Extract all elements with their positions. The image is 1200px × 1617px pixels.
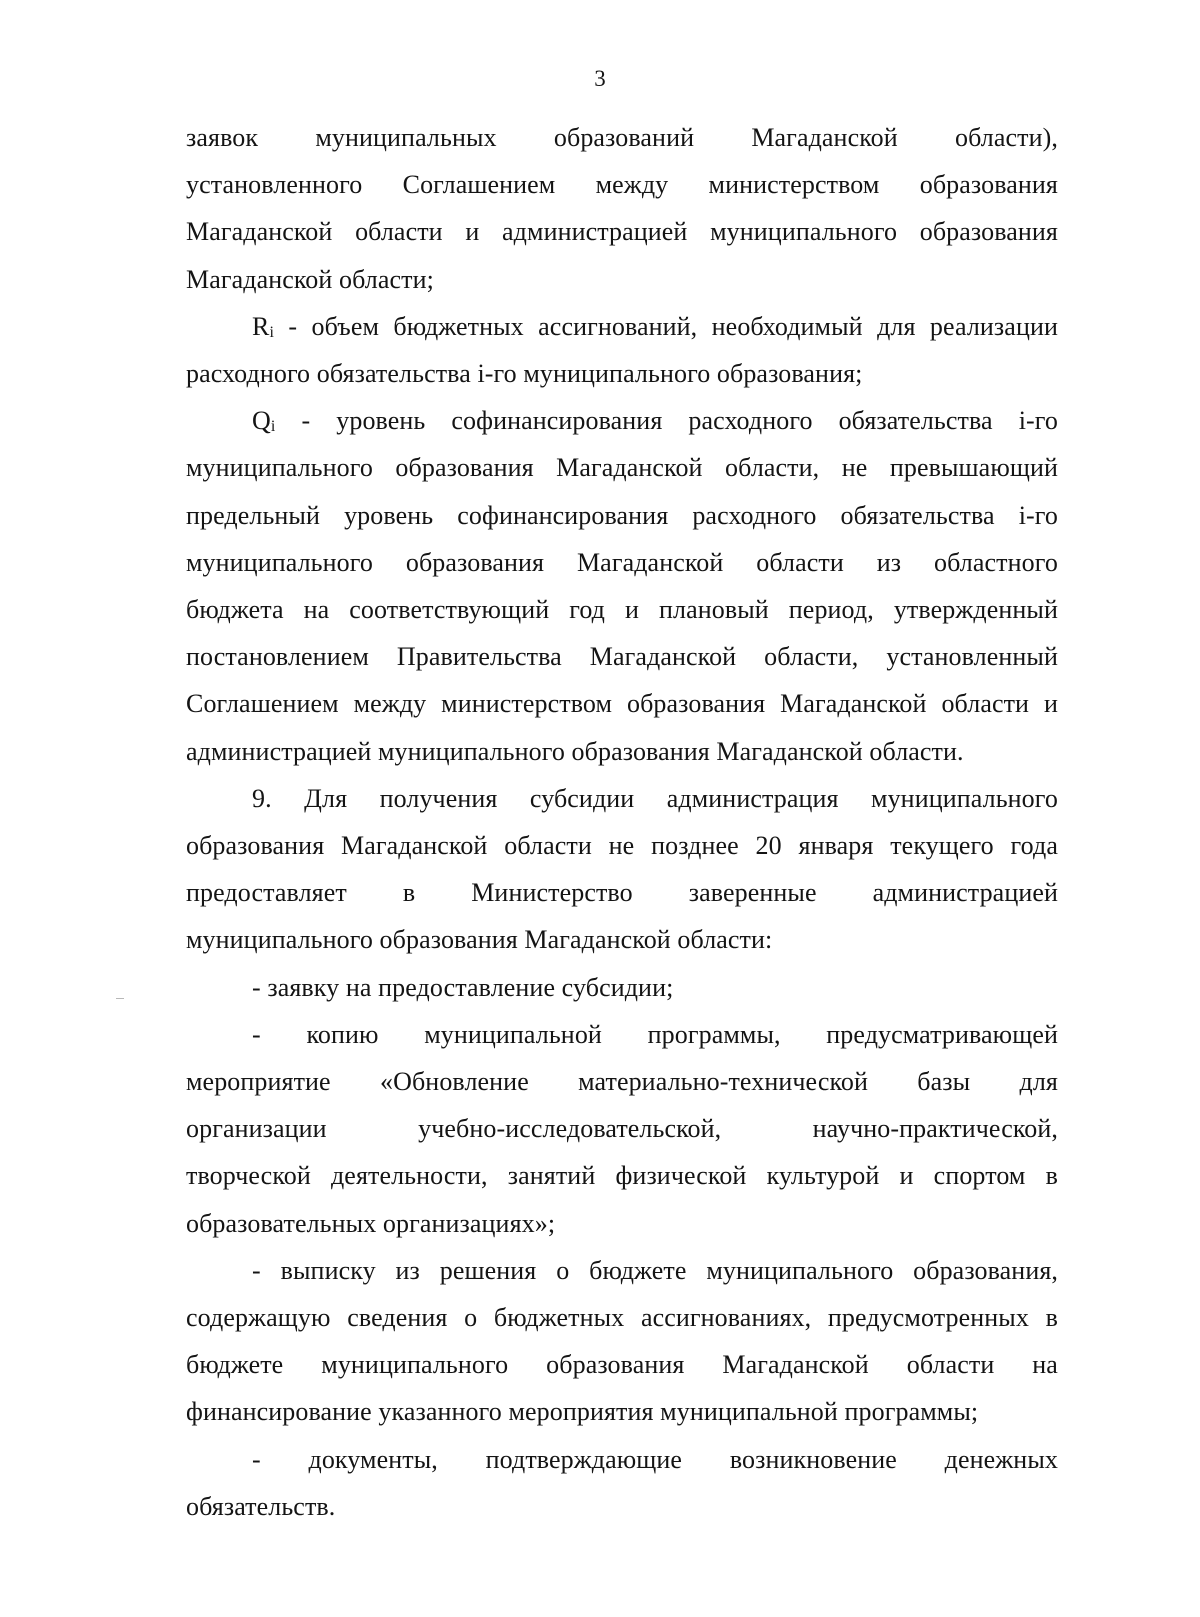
text-line xyxy=(186,869,1058,916)
word: заверенные xyxy=(688,878,817,908)
symbol-r: R xyxy=(252,311,270,341)
word: образований xyxy=(553,123,695,152)
word: подтверждающие xyxy=(485,1444,683,1474)
text-fragment: - объем бюджетных ассигнований, необходимый для реализации xyxy=(274,311,1058,341)
word: из xyxy=(876,547,902,577)
word: установленного xyxy=(186,170,363,200)
word: заявок xyxy=(186,123,259,152)
word: муниципального xyxy=(321,1350,509,1380)
paragraph-q-definition xyxy=(186,397,1058,775)
text-line xyxy=(186,303,1058,350)
text-line: предельный уровень софинансирования расходного обязательства i-го xyxy=(186,500,1058,530)
page-number: 3 xyxy=(594,66,606,91)
word: организации xyxy=(186,1114,327,1144)
paragraph-r-definition xyxy=(186,303,1058,397)
word: - xyxy=(252,1444,261,1474)
text-fragment: - уровень софинансирования расходного обязательства i-го xyxy=(275,406,1058,436)
text-line xyxy=(186,1011,1058,1058)
word: области), xyxy=(954,123,1058,152)
paragraph-continuation xyxy=(186,114,1058,303)
word: денежных xyxy=(944,1444,1058,1474)
word: муниципальной xyxy=(424,1019,602,1049)
word: 9. xyxy=(252,783,272,813)
text-line: расходного обязательства i-го муниципального образования; xyxy=(186,359,863,389)
word: материально-технической xyxy=(578,1067,868,1097)
subscript-i: i xyxy=(269,323,274,341)
subscript-i: i xyxy=(270,418,276,436)
document-body xyxy=(186,114,1058,1530)
word: области xyxy=(906,1350,995,1380)
word: для xyxy=(1019,1067,1058,1097)
text-line: - заявку на предоставление субсидии; xyxy=(252,972,674,1002)
text-line: бюджета на соответствующий год и плановый период, утвержденный xyxy=(186,595,1058,625)
symbol-q: Q xyxy=(252,406,271,436)
word: Для xyxy=(304,783,348,813)
word: образования xyxy=(546,1350,685,1380)
word: субсидии xyxy=(529,783,635,813)
text-line xyxy=(186,775,1058,822)
list-item xyxy=(186,1011,1058,1247)
scan-artifact xyxy=(116,998,124,999)
text-line: содержащую сведения о бюджетных ассигнованиях, предусмотренных в xyxy=(186,1303,1058,1333)
text-line: Магаданской области; xyxy=(186,264,434,294)
word: Магаданской xyxy=(751,123,898,152)
word: между xyxy=(595,170,669,200)
paragraph-9 xyxy=(186,775,1058,964)
word: областного xyxy=(934,547,1058,577)
word: муниципального xyxy=(871,783,1058,813)
word: министерством xyxy=(708,170,880,200)
text-line xyxy=(186,114,1058,161)
word: программы, xyxy=(647,1019,781,1049)
word: документы, xyxy=(308,1444,438,1474)
word: учебно-исследовательской, xyxy=(418,1114,722,1144)
word: образования xyxy=(405,547,545,577)
text-line: администрацией муниципального образования Магаданской области. xyxy=(186,736,964,766)
text-line: образования Магаданской области не позднее 20 января текущего года xyxy=(186,831,1058,861)
word: мероприятие xyxy=(186,1067,331,1097)
word: Магаданской xyxy=(722,1350,869,1380)
word: бюджете xyxy=(186,1350,284,1380)
text-line: - выписку из решения о бюджете муниципального образования, xyxy=(252,1255,1058,1285)
word: научно-практической, xyxy=(812,1114,1058,1144)
word: возникновение xyxy=(729,1444,897,1474)
word: предусматривающей xyxy=(826,1019,1058,1049)
word: получения xyxy=(379,783,498,813)
word: муниципальных xyxy=(315,123,497,152)
word: Магаданской xyxy=(576,547,724,577)
word: муниципального xyxy=(186,547,373,577)
word: области xyxy=(756,547,844,577)
text-line: Магаданской области и администрацией муниципального образования xyxy=(186,217,1058,247)
text-line xyxy=(186,161,1058,208)
text-line: постановлением Правительства Магаданской области, установленный xyxy=(186,642,1058,672)
text-line xyxy=(186,1436,1058,1483)
text-line: муниципального образования Магаданской области: xyxy=(186,925,773,955)
word: образования xyxy=(919,170,1058,200)
word: - xyxy=(252,1019,261,1049)
text-line: творческой деятельности, занятий физической культурой и спортом в xyxy=(186,1161,1058,1191)
text-line: образовательных организациях»; xyxy=(186,1208,556,1238)
text-line xyxy=(186,397,1058,444)
word: Министерство xyxy=(471,878,633,908)
list-item xyxy=(186,1436,1058,1530)
list-item xyxy=(186,1247,1058,1436)
word: копию xyxy=(306,1019,379,1049)
text-line xyxy=(186,1105,1058,1152)
text-line xyxy=(186,539,1058,586)
text-line: муниципального образования Магаданской области, не превышающий xyxy=(186,453,1058,483)
word: администрация xyxy=(666,783,839,813)
word: на xyxy=(1032,1350,1058,1380)
text-line: финансирование указанного мероприятия муниципальной программы; xyxy=(186,1397,979,1427)
word: в xyxy=(402,878,416,908)
word: «Обновление xyxy=(380,1067,529,1097)
word: базы xyxy=(917,1067,971,1097)
list-item xyxy=(186,964,1058,1011)
text-line xyxy=(186,1058,1058,1105)
word: предоставляет xyxy=(186,878,347,908)
word: администрацией xyxy=(872,878,1058,908)
text-line: обязательств. xyxy=(186,1491,336,1521)
text-line: Соглашением между министерством образования Магаданской области и xyxy=(186,689,1058,719)
text-line xyxy=(186,1341,1058,1388)
word: Соглашением xyxy=(402,170,556,200)
